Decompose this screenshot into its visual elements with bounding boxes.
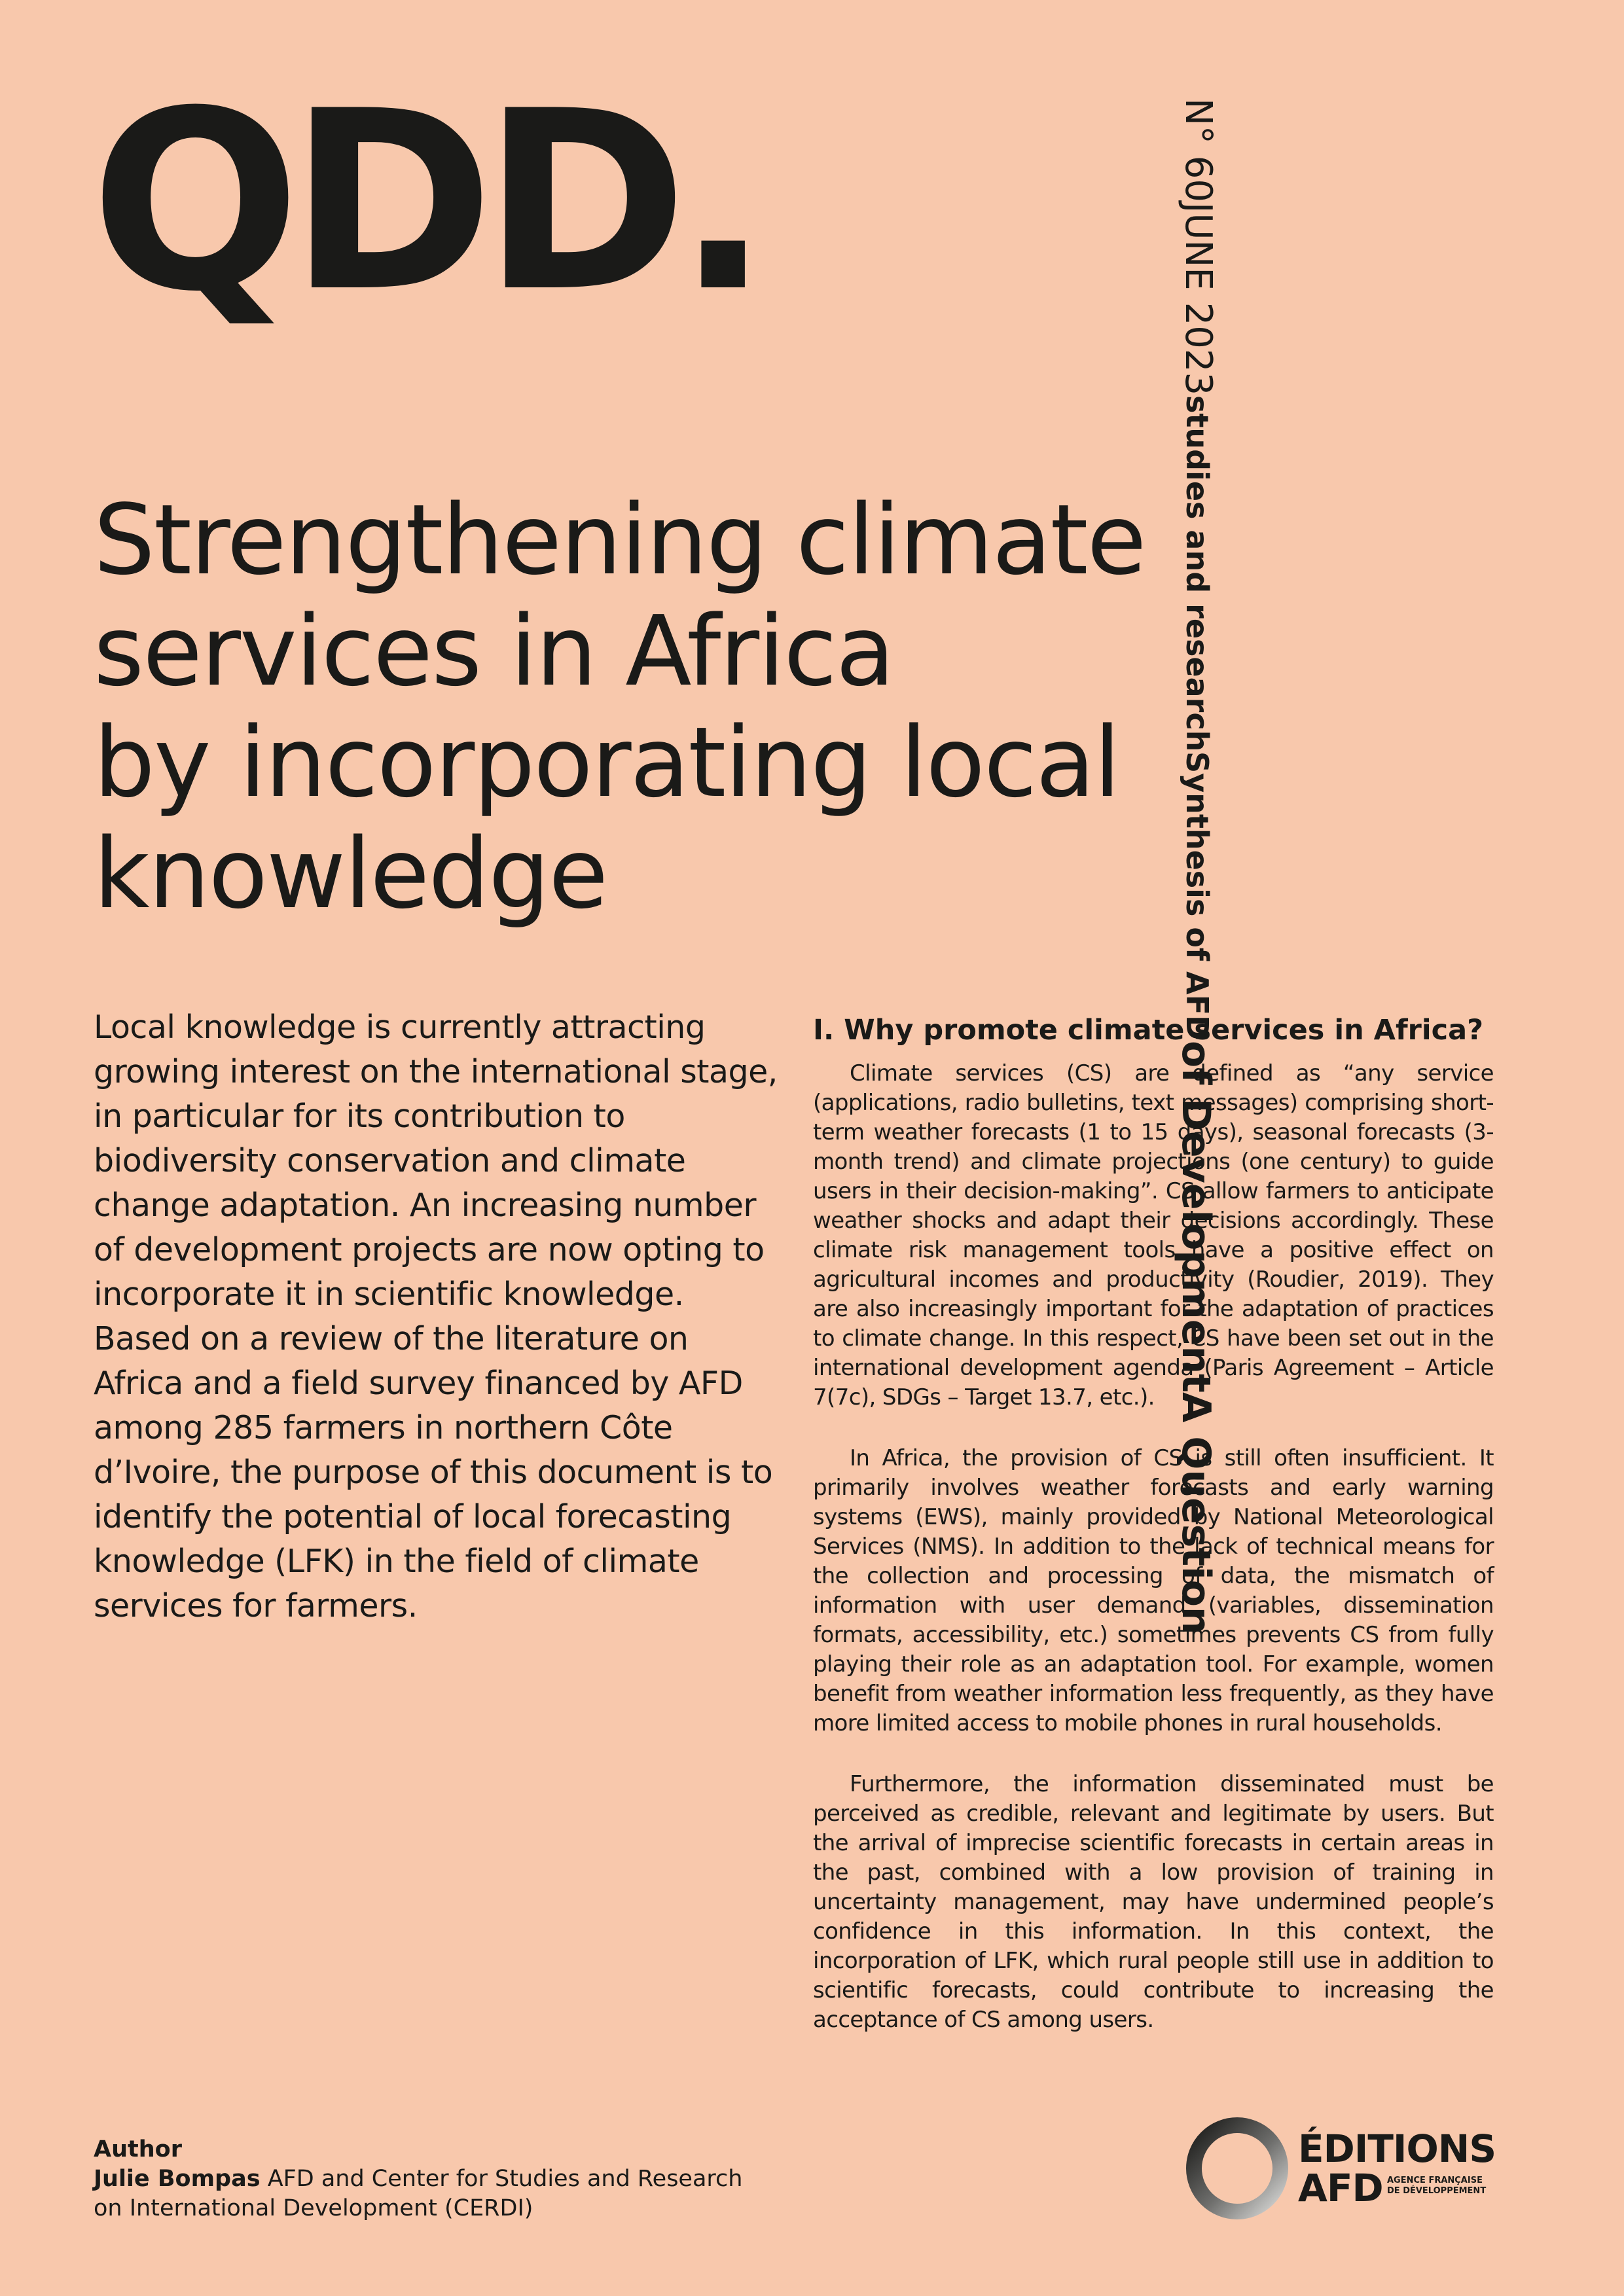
publisher-logo: [1182, 2113, 1509, 2224]
author-affiliation: AFD and Center for Studies and Research: [260, 2166, 743, 2192]
title-line-1: Strengthening climate: [94, 484, 1146, 596]
title-line-2: services in Africa: [94, 595, 894, 708]
author-label: Author: [94, 2136, 182, 2162]
intro-summary: Local knowledge is currently attracting growing interest on the international stage, in particular for its contribution to biodiversity conservation and climate change adaptation. An increasing number of development projects are now opting to incorporate it in scientific knowledge. Based on a review of the literature on Africa and a field survey financed by AFD among 285 farmers in northern Côte d’Ivoire, the purpose of this document is to identify the potential of local forecasting knowledge (LFK) in the field of climate services for farmers.: [94, 1009, 778, 1624]
series-line-1: A Question: [1173, 1392, 1219, 1636]
section-heading: I. Why promote climate services in Africa?: [813, 1014, 1484, 1047]
issue-date: JUNE 2023: [1177, 202, 1219, 396]
publisher-sub-line-1: AGENCE FRANÇAISE: [1387, 2176, 1483, 2185]
publisher-subtitle: [1387, 2176, 1511, 2197]
publisher-sub-line-2: DE DÉVELOPPEMENT: [1387, 2186, 1487, 2196]
title-line-4: knowledge: [94, 817, 607, 930]
qdd-logo: QDD.: [90, 58, 759, 346]
publisher-ring-icon: [1182, 2113, 1293, 2224]
page-title: [94, 484, 1246, 929]
author-line: [94, 2164, 853, 2194]
section-paragraph: Climate services (CS) are defined as “any service (applications, radio bulletins, text messages) comprising short-term weather forecasts (1 to 15 days), seasonal forecasts (3-month trend) and climate projections (one century) to guide users in their decision-making”. CS allow farmers to anticipate weather shocks and adapt their decisions accordingly. These climate risk management tools have a positive effect on agricultural incomes and productivity (Roudier, 2019). They are also increasingly important for the adaptation of practices to climate change. In this respect, CS have been set out in the international development agenda (Paris Agreement – Article 7(7c), SDGs – Target 13.7, etc.).: [813, 1060, 1494, 1410]
title-line-3: by incorporating local: [94, 706, 1120, 819]
author-name: Julie Bompas: [94, 2166, 261, 2192]
author-block: [94, 2135, 853, 2223]
section-why-climate-services: [813, 1011, 1494, 2066]
series-line-2: of Development: [1173, 1040, 1219, 1393]
section-paragraph: Furthermore, the information disseminated must be perceived as credible, relevant and legitimate by users. But the arrival of imprecise scientific forecasts in certain areas in the past, combined with a low provision of training in uncertainty management, may have undermined people’s confidence in this information. In this context, the incorporation of LFK, which rural people still use in addition to scientific forecasts, could contribute to increasing the acceptance of CS among users.: [813, 1771, 1494, 2033]
author-affiliation-cont: on International Development (CERDI): [94, 2195, 533, 2221]
publisher-name-line-1: ÉDITIONS: [1298, 2126, 1496, 2171]
subtitle-line-2: studies and research: [1180, 395, 1215, 752]
issue-number: N° 60: [1177, 98, 1219, 202]
section-paragraph: In Africa, the provision of CS is still often insufficient. It primarily involves weather forecasts and early warning systems (EWS), mainly provided by National Meteorological Services (NMS). In addition to the lack of technical means for the collection and processing of data, the mismatch of information with user demand (variables, dissemination formats, accessibility, etc.) sometimes prevents CS from fully playing their role as an adaptation tool. For example, women benefit from weather information less frequently, as they have more limited access to mobile phones in rural households.: [813, 1445, 1494, 1736]
subtitle-line-1: Synthesis of AFD: [1180, 751, 1215, 1041]
publisher-name-line-2: AFD: [1298, 2166, 1383, 2210]
